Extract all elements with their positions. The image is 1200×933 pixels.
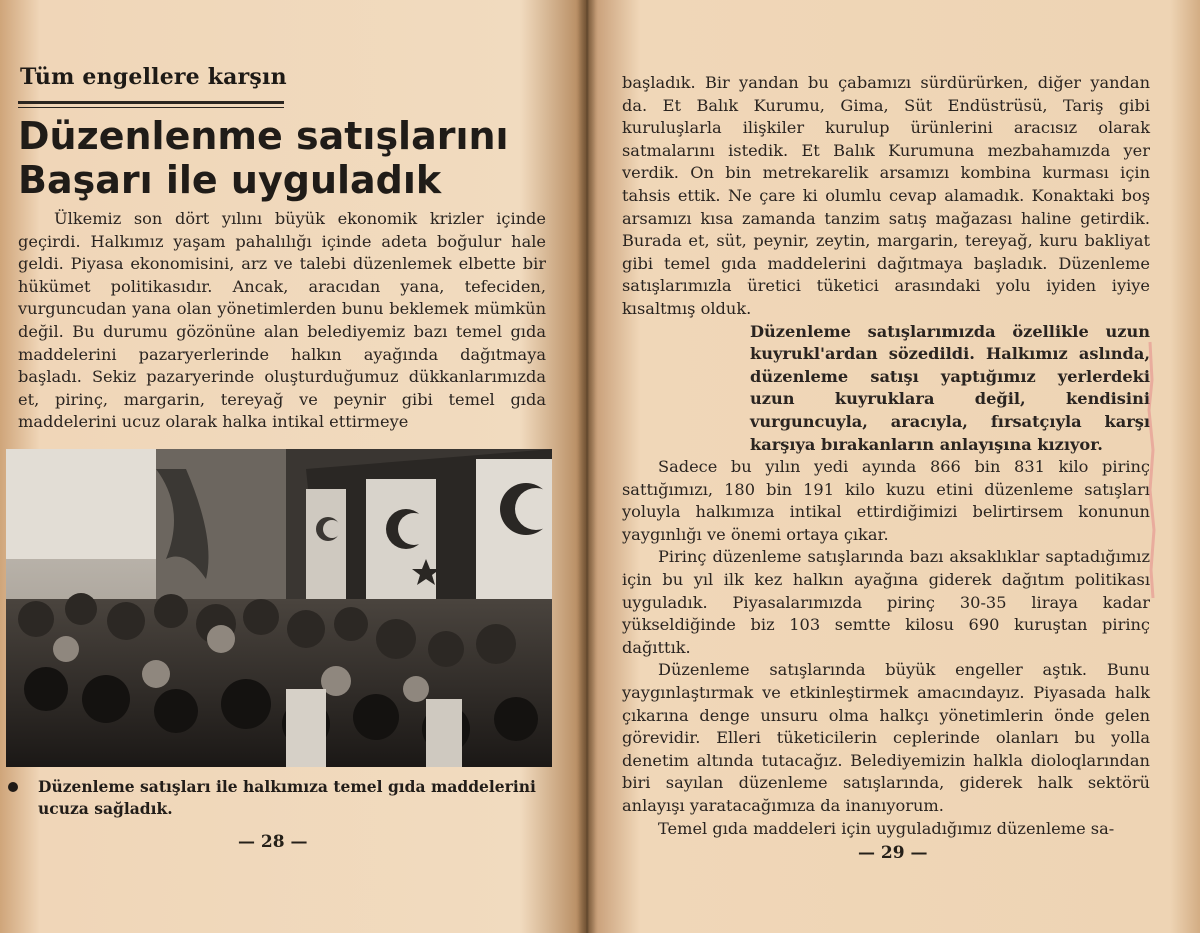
photo-caption	[8, 776, 548, 820]
crowd-photo	[6, 449, 552, 767]
left-page	[0, 0, 582, 933]
kicker-rule	[18, 101, 284, 104]
photo-caption-text: Düzenleme satışları ile halkımıza temel gıda maddelerini ucuza sağladık.	[38, 777, 536, 818]
right-paragraph-5: Düzenleme satışlarında büyük engeller aştık. Bunu yaygınlaştırmak ve etkinleştirmek amacındayız. Piyasada halk çıkarına denge unsuru olma halkçı yönetimlerin önde gelen görevidir. Elleri tüketicilerin ceplerinde olanları bu yolla denetim altında tutacağız. Belediyemizin halkla dioloqlarından biri sayılan düzenleme satışlarında, giderek halk sektörü anlayışı yaratacağımıza da inanıyorum.	[622, 660, 1150, 815]
right-paragraph-1: başladık. Bir yandan bu çabamızı sürdürürken, diğer yandan da. Et Balık Kurumu, Gima, Süt Endüstrüsü, Tariş gibi kuruluşlarla ilişkiler kurulup ürünlerini aracısız olarak satmalarını istedik. Et Balık Kurumuna mezbahamızda yer verdik. On bin metrekarelik arsamızı kombina kurması için tahsis ettik. Ne çare ki olumlu cevap alamadık. Konaktaki boş arsamızı kısa zamanda tanzim satış mağazası haline getirdik. Burada et, süt, peynir, zeytin, margarin, tereyağ, kuru bakliyat gibi temel gıda maddelerini dağıtmaya başladık. Düzenleme satışlarımızla üretici tüketici arasındaki yolu iyiden iyiye kısaltmış olduk.	[622, 73, 1150, 318]
article-kicker: Tüm engellere karşın	[20, 64, 287, 90]
left-body-text	[18, 208, 546, 434]
page-number-right: — 29 —	[858, 843, 928, 863]
right-boxed-paragraph: Düzenleme satışlarımızda özellikle uzun kuyrukl'ardan sözedildi. Halkımız aslında, düzenleme satışı yaptığımız yerlerdeki uzun kuyruklara değil, kendisini vurguncuyla, aracıyla, fırsatçıyla karşı karşıya bırakanların anlayışına kızıyor.	[750, 321, 1150, 454]
right-paragraph-4: Pirinç düzenleme satışlarında bazı aksaklıklar saptadığımız için bu yıl ilk kez halkın ayağına giderek dağıtım politikası uyguladık. Piyasalarımızda pirinç 30-35 liraya kadar yükseldiğinde biz 103 semtte kilosu 690 kuruştan pirinç dağıttık.	[622, 547, 1150, 657]
kicker-rule-thin	[18, 107, 284, 108]
page-number-left: — 28 —	[238, 832, 308, 852]
headline-line-2: Başarı ile uyguladık	[18, 158, 442, 202]
article-headline	[18, 114, 558, 202]
left-paragraph: Ülkemiz son dört yılını büyük ekonomik krizler içinde geçirdi. Halkımız yaşam pahalılığı içinde adeta boğulur hale geldi. Piyasa ekonomisini, arz ve talebi düzenlemek elbette bir hükümet politikasıdır. Ancak, aracıdan yana, tefeciden, vurguncudan yana olan yönetimlerden bunu beklemek mümkün değil. Bu durumu gözönüne alan belediyemiz bazı temel gıda maddelerini pazaryerlerinde halkın ayağında dağıtmaya başladı. Sekiz pazaryerinde oluşturduğumuz dükkanlarımızda et, pirinç, margarin, tereyağ ve peynir gibi temel gıda maddelerini ucuz olarak halka intikal ettirmeye	[18, 209, 546, 432]
right-body-text	[622, 72, 1150, 840]
right-paragraph-3: Sadece bu yılın yedi ayında 866 bin 831 kilo pirinç sattığımızı, 180 bin 191 kilo kuzu etini düzenleme satışları yoluyla halkımıza intikal ettirdiğimizi belirtirsem konunun yaygınlığı ve önemi ortaya çıkar.	[622, 457, 1150, 544]
headline-line-1: Düzenlenme satışlarını	[18, 114, 509, 158]
margin-pencil-mark	[1136, 340, 1166, 600]
right-paragraph-6: Temel gıda maddeleri için uyguladığımız düzenleme sa-	[658, 818, 1115, 838]
